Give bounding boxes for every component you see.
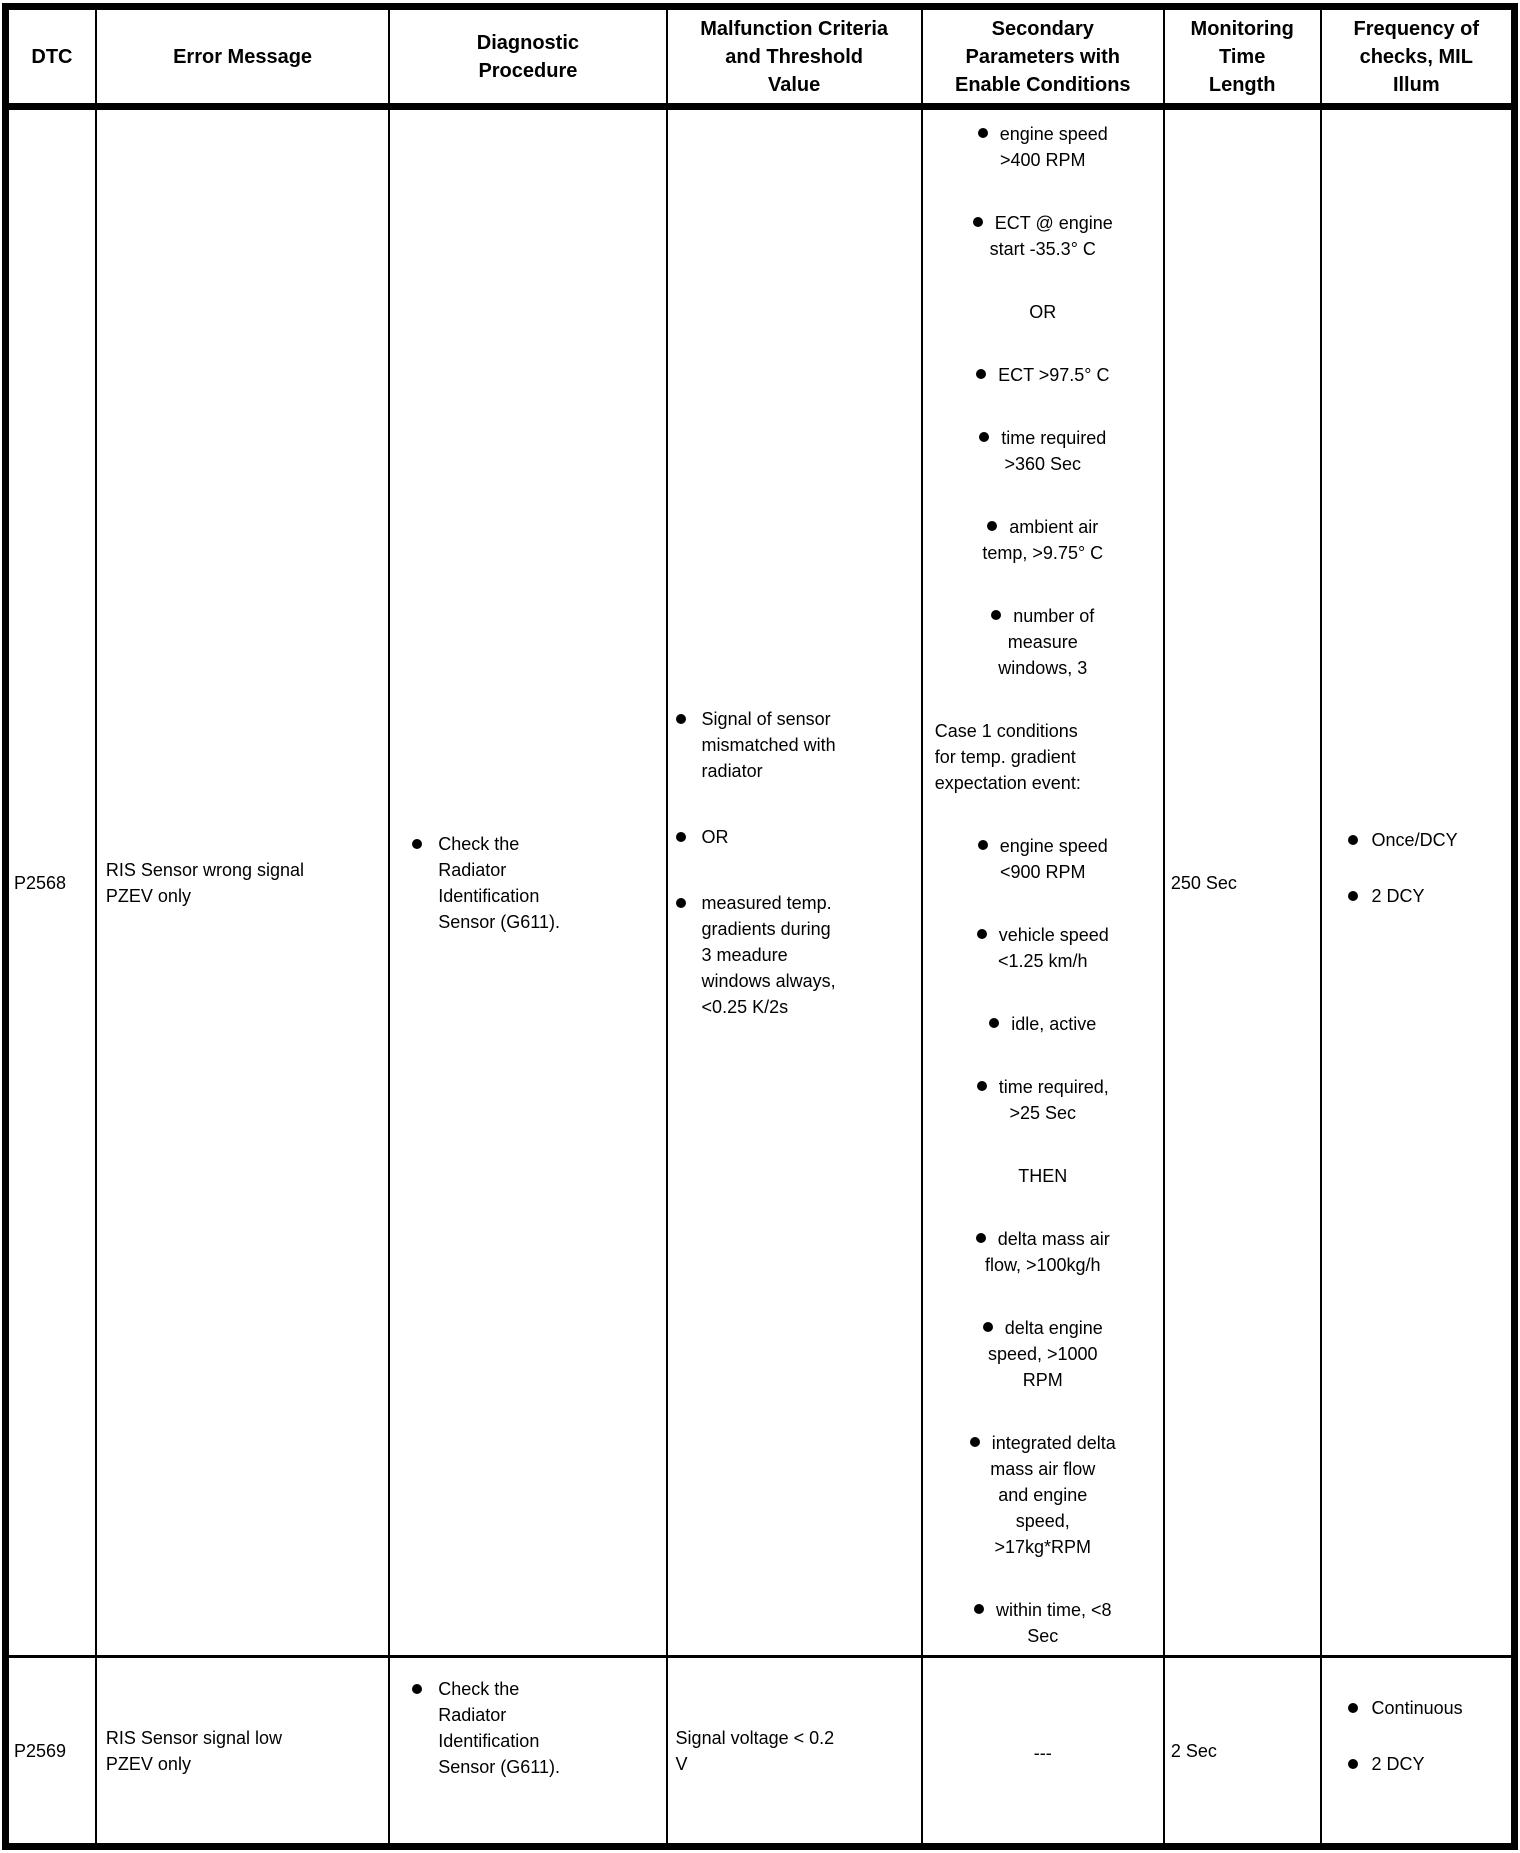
secondary-parameters-cell bbox=[922, 107, 1164, 1657]
bullet-item bbox=[412, 1676, 661, 1780]
bullet-item-text: 2 DCY bbox=[1371, 885, 1425, 906]
bullet-item-text: Once/DCY bbox=[1371, 829, 1458, 850]
header-dtc: DTC bbox=[6, 7, 96, 107]
bullet-icon bbox=[970, 1437, 980, 1447]
bullet-icon bbox=[676, 714, 686, 724]
diagnostic-bullet-list bbox=[412, 1676, 661, 1780]
bullet-item bbox=[1348, 827, 1509, 853]
condition-item: integrated delta mass air flow and engine speed, >17kg*RPM bbox=[931, 1430, 1155, 1560]
header-malfunction-criteria: Malfunction Criteria and Threshold Value bbox=[667, 7, 922, 107]
header-row bbox=[6, 7, 1515, 107]
header-monitoring-time: Monitoring Time Length bbox=[1164, 7, 1321, 107]
bullet-item-text: Signal of sensor mismatched with radiator bbox=[701, 708, 836, 781]
bullet-item bbox=[676, 824, 917, 850]
malfunction-text: Signal voltage < 0.2 V bbox=[675, 1727, 835, 1774]
diagnostic-procedure-cell bbox=[389, 107, 666, 1657]
condition-item: time required, >25 Sec bbox=[931, 1074, 1155, 1126]
header-frequency: Frequency of checks, MIL Illum bbox=[1321, 7, 1515, 107]
bullet-item-text: Check the Radiator Identification Sensor (G611). bbox=[438, 1679, 560, 1777]
bullet-item bbox=[676, 706, 917, 784]
bullet-icon bbox=[1348, 1759, 1358, 1769]
bullet-icon bbox=[974, 1604, 984, 1614]
table-row-p2569 bbox=[6, 1657, 1515, 1847]
condition-item: time required >360 Sec bbox=[931, 425, 1155, 477]
bullet-item bbox=[1348, 1695, 1509, 1721]
frequency-bullet-list bbox=[1348, 827, 1509, 909]
bullet-icon bbox=[976, 1233, 986, 1243]
secondary-placeholder: --- bbox=[1033, 1743, 1052, 1763]
bullet-icon bbox=[1348, 1703, 1358, 1713]
bullet-icon bbox=[1348, 891, 1358, 901]
condition-item: engine speed <900 RPM bbox=[931, 833, 1155, 885]
bullet-icon bbox=[676, 898, 686, 908]
bullet-item bbox=[1348, 1751, 1509, 1777]
condition-item: vehicle speed <1.25 km/h bbox=[931, 922, 1155, 974]
condition-item: ECT @ engine start -35.3° C bbox=[931, 210, 1155, 262]
header-diagnostic-procedure: Diagnostic Procedure bbox=[389, 7, 666, 107]
condition-text: OR bbox=[1029, 302, 1057, 322]
condition-text: Case 1 conditions for temp. gradient expectation event: bbox=[934, 721, 1081, 793]
bullet-icon bbox=[991, 610, 1001, 620]
bullet-icon bbox=[412, 1684, 422, 1694]
monitoring-time-cell: 2 Sec bbox=[1164, 1657, 1321, 1847]
malfunction-bullet-list bbox=[676, 706, 917, 1020]
header-secondary-parameters: Secondary Parameters with Enable Conditions bbox=[922, 7, 1164, 107]
bullet-icon bbox=[979, 432, 989, 442]
table-row-p2568 bbox=[6, 107, 1515, 1657]
dtc-table bbox=[2, 3, 1518, 1850]
bullet-item bbox=[412, 831, 661, 935]
condition-item: delta mass air flow, >100kg/h bbox=[931, 1226, 1155, 1278]
condition-item: idle, active bbox=[931, 1011, 1155, 1037]
bullet-icon bbox=[1348, 835, 1358, 845]
bullet-item-text: 2 DCY bbox=[1371, 1753, 1425, 1774]
secondary-parameters-cell bbox=[922, 1657, 1164, 1847]
condition-text: THEN bbox=[1018, 1166, 1068, 1186]
bullet-icon bbox=[987, 521, 997, 531]
malfunction-criteria-cell bbox=[667, 107, 922, 1657]
bullet-icon bbox=[976, 369, 986, 379]
bullet-icon bbox=[977, 929, 987, 939]
diagnostic-bullet-list bbox=[412, 831, 661, 935]
secondary-conditions-list bbox=[931, 121, 1155, 1649]
diagnostic-procedure-cell bbox=[389, 1657, 666, 1847]
bullet-icon bbox=[973, 217, 983, 227]
dtc-code: P2568 bbox=[6, 107, 96, 1657]
condition-item: number of measure windows, 3 bbox=[931, 603, 1155, 681]
condition-item: ECT >97.5° C bbox=[931, 362, 1155, 388]
bullet-item bbox=[1348, 883, 1509, 909]
bullet-item-text: OR bbox=[701, 826, 729, 847]
bullet-item-text: measured temp. gradients during 3 meadure windows always, <0.25 K/2s bbox=[701, 892, 836, 1017]
bullet-item-text: Check the Radiator Identification Sensor (G611). bbox=[438, 833, 560, 932]
condition-item: engine speed >400 RPM bbox=[931, 121, 1155, 173]
bullet-icon bbox=[989, 1018, 999, 1028]
bullet-icon bbox=[983, 1322, 993, 1332]
bullet-item bbox=[676, 890, 917, 1020]
error-message-cell: RIS Sensor wrong signal PZEV only bbox=[96, 107, 389, 1657]
monitoring-time-cell: 250 Sec bbox=[1164, 107, 1321, 1657]
bullet-icon bbox=[977, 1081, 987, 1091]
error-message-cell: RIS Sensor signal low PZEV only bbox=[96, 1657, 389, 1847]
bullet-icon bbox=[412, 839, 422, 849]
bullet-icon bbox=[978, 840, 988, 850]
bullet-icon bbox=[978, 128, 988, 138]
malfunction-criteria-cell bbox=[667, 1657, 922, 1847]
bullet-icon bbox=[676, 832, 686, 842]
frequency-cell bbox=[1321, 1657, 1515, 1847]
frequency-cell bbox=[1321, 107, 1515, 1657]
bullet-item-text: Continuous bbox=[1371, 1697, 1463, 1718]
dtc-code: P2569 bbox=[6, 1657, 96, 1847]
condition-item: within time, <8 Sec bbox=[931, 1597, 1155, 1649]
frequency-bullet-list bbox=[1348, 1695, 1509, 1777]
condition-item: ambient air temp, >9.75° C bbox=[982, 517, 1104, 563]
condition-item: delta engine speed, >1000 RPM bbox=[931, 1315, 1155, 1393]
header-error-message: Error Message bbox=[96, 7, 389, 107]
